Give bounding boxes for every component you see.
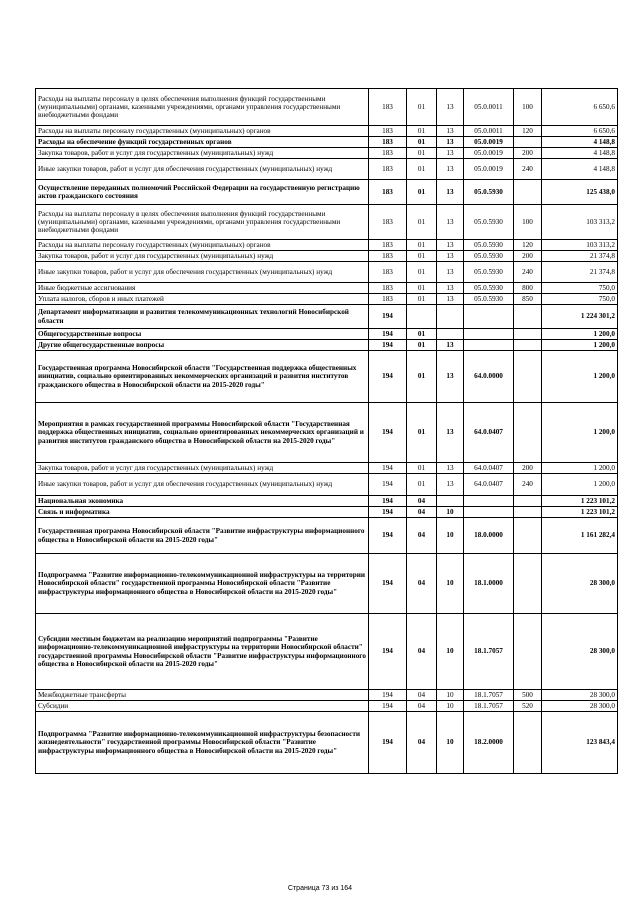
cell-name: Закупка товаров, работ и услуг для государственных (муниципальных) нужд xyxy=(36,148,369,159)
cell-subsection: 10 xyxy=(437,507,464,518)
table-row xyxy=(36,712,618,774)
cell-section: 01 xyxy=(407,294,437,305)
cell-ministry-code: 194 xyxy=(369,507,407,518)
table-row xyxy=(36,701,618,712)
cell-target-article: 05.0.5930 xyxy=(464,294,514,305)
cell-target-article: 64.0.0407 xyxy=(464,463,514,474)
cell-expense-type xyxy=(514,351,542,403)
table-row xyxy=(36,690,618,701)
table-row xyxy=(36,554,618,614)
cell-name: Закупка товаров, работ и услуг для государственных (муниципальных) нужд xyxy=(36,251,369,262)
cell-amount: 1 161 282,4 xyxy=(542,518,618,554)
cell-target-article: 05.0.0011 xyxy=(464,89,514,126)
cell-name: Расходы на выплаты персоналу в целях обеспечения выполнения функций государственными (муниципальными) органами, казенными учреждениями, органами управления государственными внебюджетными фондами xyxy=(36,89,369,126)
cell-amount: 1 223 101,2 xyxy=(542,507,618,518)
cell-amount: 1 200,0 xyxy=(542,463,618,474)
cell-expense-type: 850 xyxy=(514,294,542,305)
cell-amount: 1 200,0 xyxy=(542,403,618,463)
cell-name: Иные закупки товаров, работ и услуг для обеспечения государственных (муниципальных) нужд xyxy=(36,262,369,283)
cell-expense-type: 200 xyxy=(514,251,542,262)
cell-expense-type xyxy=(514,712,542,774)
cell-ministry-code: 194 xyxy=(369,463,407,474)
cell-section: 01 xyxy=(407,262,437,283)
cell-amount: 6 650,6 xyxy=(542,126,618,137)
page-number: Страница 73 из 164 xyxy=(287,885,353,892)
cell-target-article: 18.1.0000 xyxy=(464,554,514,614)
cell-name: Иные закупки товаров, работ и услуг для обеспечения государственных (муниципальных) нужд xyxy=(36,474,369,496)
cell-ministry-code: 194 xyxy=(369,305,407,329)
cell-subsection: 13 xyxy=(437,403,464,463)
cell-expense-type xyxy=(514,496,542,507)
cell-section: 01 xyxy=(407,180,437,205)
cell-subsection: 13 xyxy=(437,351,464,403)
cell-amount: 1 200,0 xyxy=(542,474,618,496)
table-row xyxy=(36,403,618,463)
cell-target-article xyxy=(464,507,514,518)
cell-ministry-code: 194 xyxy=(369,340,407,351)
table-row xyxy=(36,148,618,159)
cell-expense-type: 100 xyxy=(514,205,542,240)
cell-expense-type xyxy=(514,554,542,614)
cell-name: Государственная программа Новосибирской области "Развитие инфраструктуры информационного общества в Новосибирской области на 2015-2020 годы" xyxy=(36,518,369,554)
cell-amount: 21 374,8 xyxy=(542,251,618,262)
cell-target-article xyxy=(464,305,514,329)
cell-ministry-code: 194 xyxy=(369,701,407,712)
cell-section: 01 xyxy=(407,474,437,496)
cell-ministry-code: 183 xyxy=(369,159,407,180)
cell-subsection: 10 xyxy=(437,712,464,774)
cell-subsection: 13 xyxy=(437,283,464,294)
table-row xyxy=(36,507,618,518)
cell-target-article: 05.0.5930 xyxy=(464,262,514,283)
cell-subsection: 13 xyxy=(437,262,464,283)
cell-section: 01 xyxy=(407,89,437,126)
cell-ministry-code: 183 xyxy=(369,283,407,294)
cell-ministry-code: 183 xyxy=(369,89,407,126)
cell-ministry-code: 183 xyxy=(369,180,407,205)
cell-ministry-code: 183 xyxy=(369,137,407,148)
cell-subsection xyxy=(437,496,464,507)
cell-subsection: 13 xyxy=(437,148,464,159)
cell-section: 04 xyxy=(407,554,437,614)
cell-target-article: 05.0.0019 xyxy=(464,159,514,180)
table-row xyxy=(36,340,618,351)
cell-ministry-code: 183 xyxy=(369,294,407,305)
cell-name: Осуществление переданных полномочий Российской Федерации на государственную регистрацию актов гражданского состояния xyxy=(36,180,369,205)
cell-section: 04 xyxy=(407,496,437,507)
cell-ministry-code: 183 xyxy=(369,148,407,159)
cell-name: Подпрограмма "Развитие информационно-телекоммуникационной инфраструктуры на территории Новосибирской области" государственной программы Новосибирской области "Развитие инфраструктуры информационного общества в Новосибирской области на 2015-2020 годы" xyxy=(36,554,369,614)
cell-ministry-code: 194 xyxy=(369,403,407,463)
cell-section: 01 xyxy=(407,340,437,351)
cell-section: 01 xyxy=(407,205,437,240)
cell-amount: 1 224 301,2 xyxy=(542,305,618,329)
table-row xyxy=(36,496,618,507)
cell-amount: 4 148,8 xyxy=(542,148,618,159)
cell-name: Национальная экономика xyxy=(36,496,369,507)
cell-name: Иные закупки товаров, работ и услуг для обеспечения государственных (муниципальных) нужд xyxy=(36,159,369,180)
cell-expense-type: 200 xyxy=(514,463,542,474)
table-row xyxy=(36,240,618,251)
table-row xyxy=(36,614,618,690)
cell-ministry-code: 194 xyxy=(369,329,407,340)
cell-amount: 750,0 xyxy=(542,294,618,305)
cell-section: 01 xyxy=(407,137,437,148)
cell-subsection xyxy=(437,329,464,340)
cell-section: 04 xyxy=(407,507,437,518)
cell-subsection: 10 xyxy=(437,701,464,712)
cell-expense-type xyxy=(514,518,542,554)
cell-name: Общегосударственные вопросы xyxy=(36,329,369,340)
cell-target-article: 18.1.7057 xyxy=(464,690,514,701)
cell-amount: 103 313,2 xyxy=(542,240,618,251)
cell-expense-type xyxy=(514,507,542,518)
cell-amount: 1 200,0 xyxy=(542,351,618,403)
cell-target-article: 05.0.5930 xyxy=(464,180,514,205)
cell-amount: 1 200,0 xyxy=(542,329,618,340)
cell-subsection: 13 xyxy=(437,294,464,305)
cell-name: Департамент информатизации и развития телекоммуникационных технологий Новосибирской области xyxy=(36,305,369,329)
cell-amount: 4 148,8 xyxy=(542,159,618,180)
cell-expense-type xyxy=(514,305,542,329)
cell-subsection: 13 xyxy=(437,474,464,496)
cell-amount: 6 650,6 xyxy=(542,89,618,126)
cell-expense-type: 200 xyxy=(514,148,542,159)
cell-subsection: 10 xyxy=(437,554,464,614)
cell-subsection: 13 xyxy=(437,463,464,474)
cell-expense-type: 120 xyxy=(514,126,542,137)
cell-ministry-code: 194 xyxy=(369,712,407,774)
table-row xyxy=(36,351,618,403)
cell-section: 01 xyxy=(407,283,437,294)
cell-amount: 21 374,8 xyxy=(542,262,618,283)
cell-amount: 1 223 101,2 xyxy=(542,496,618,507)
cell-amount: 28 300,0 xyxy=(542,701,618,712)
cell-expense-type: 520 xyxy=(514,701,542,712)
table-row xyxy=(36,305,618,329)
cell-section: 04 xyxy=(407,701,437,712)
cell-section: 04 xyxy=(407,518,437,554)
cell-name: Подпрограмма "Развитие информационно-телекоммуникационной инфраструктуры безопасности жизнедеятельности" государственной программы Новосибирской области "Развитие инфраструктуры информационного общества в Новосибирской области на 2015-2020 годы" xyxy=(36,712,369,774)
cell-ministry-code: 183 xyxy=(369,205,407,240)
table-row xyxy=(36,205,618,240)
cell-section: 01 xyxy=(407,329,437,340)
cell-ministry-code: 183 xyxy=(369,262,407,283)
cell-target-article: 05.0.0011 xyxy=(464,126,514,137)
cell-expense-type: 240 xyxy=(514,474,542,496)
table-row xyxy=(36,159,618,180)
cell-name: Расходы на обеспечение функций государственных органов xyxy=(36,137,369,148)
cell-section: 01 xyxy=(407,351,437,403)
cell-target-article: 05.0.5930 xyxy=(464,251,514,262)
cell-section: 01 xyxy=(407,251,437,262)
cell-subsection xyxy=(437,305,464,329)
cell-section: 04 xyxy=(407,690,437,701)
cell-name: Связь и информатика xyxy=(36,507,369,518)
cell-expense-type xyxy=(514,137,542,148)
cell-amount: 28 300,0 xyxy=(542,690,618,701)
cell-name: Иные бюджетные ассигнования xyxy=(36,283,369,294)
cell-target-article: 05.0.5930 xyxy=(464,240,514,251)
cell-expense-type: 100 xyxy=(514,89,542,126)
table-row xyxy=(36,329,618,340)
budget-table xyxy=(35,88,618,774)
cell-target-article: 64.0.0407 xyxy=(464,474,514,496)
cell-ministry-code: 183 xyxy=(369,240,407,251)
cell-target-article xyxy=(464,496,514,507)
cell-ministry-code: 194 xyxy=(369,614,407,690)
table-row xyxy=(36,126,618,137)
cell-subsection: 13 xyxy=(437,340,464,351)
table-row xyxy=(36,262,618,283)
cell-subsection: 10 xyxy=(437,614,464,690)
cell-amount: 125 438,0 xyxy=(542,180,618,205)
table-row xyxy=(36,251,618,262)
cell-section: 04 xyxy=(407,614,437,690)
cell-amount: 123 843,4 xyxy=(542,712,618,774)
cell-expense-type xyxy=(514,329,542,340)
cell-target-article: 05.0.0019 xyxy=(464,148,514,159)
cell-expense-type: 120 xyxy=(514,240,542,251)
table-row xyxy=(36,294,618,305)
cell-target-article: 05.0.0019 xyxy=(464,137,514,148)
cell-section: 01 xyxy=(407,148,437,159)
cell-amount: 103 313,2 xyxy=(542,205,618,240)
cell-target-article: 18.1.7057 xyxy=(464,701,514,712)
cell-ministry-code: 194 xyxy=(369,474,407,496)
table-row xyxy=(36,137,618,148)
table-row xyxy=(36,89,618,126)
cell-subsection: 13 xyxy=(437,180,464,205)
cell-target-article: 05.0.5930 xyxy=(464,205,514,240)
cell-amount: 28 300,0 xyxy=(542,554,618,614)
cell-target-article: 18.2.0000 xyxy=(464,712,514,774)
cell-target-article xyxy=(464,340,514,351)
cell-ministry-code: 194 xyxy=(369,351,407,403)
table-row xyxy=(36,283,618,294)
cell-target-article: 64.0.0000 xyxy=(464,351,514,403)
cell-expense-type xyxy=(514,340,542,351)
cell-expense-type: 800 xyxy=(514,283,542,294)
cell-subsection: 13 xyxy=(437,251,464,262)
cell-expense-type xyxy=(514,403,542,463)
cell-amount: 750,0 xyxy=(542,283,618,294)
cell-amount: 4 148,8 xyxy=(542,137,618,148)
cell-section: 01 xyxy=(407,159,437,180)
cell-subsection: 13 xyxy=(437,240,464,251)
cell-name: Расходы на выплаты персоналу государственных (муниципальных) органов xyxy=(36,240,369,251)
cell-ministry-code: 183 xyxy=(369,126,407,137)
table-row xyxy=(36,463,618,474)
cell-ministry-code: 194 xyxy=(369,690,407,701)
cell-name: Закупка товаров, работ и услуг для государственных (муниципальных) нужд xyxy=(36,463,369,474)
cell-subsection: 13 xyxy=(437,89,464,126)
cell-ministry-code: 194 xyxy=(369,496,407,507)
cell-expense-type: 240 xyxy=(514,262,542,283)
cell-section: 01 xyxy=(407,403,437,463)
cell-expense-type xyxy=(514,180,542,205)
cell-name: Государственная программа Новосибирской области "Государственная поддержка общественных инициатив, социально ориентированных некоммерческих организаций и развития институтов гражданского общества в Новосибирской области на 2015-2020 годы" xyxy=(36,351,369,403)
cell-target-article: 64.0.0407 xyxy=(464,403,514,463)
cell-target-article xyxy=(464,329,514,340)
cell-expense-type: 500 xyxy=(514,690,542,701)
cell-name: Другие общегосударственные вопросы xyxy=(36,340,369,351)
cell-name: Субсидии местным бюджетам на реализацию мероприятий подпрограммы "Развитие информационно-телекоммуникационной инфраструктуры на территории Новосибирской области" государственной программы Новосибирской области "Развитие инфраструктуры информационного общества в Новосибирской области на 2015-2020 годы" xyxy=(36,614,369,690)
cell-section xyxy=(407,305,437,329)
table-row xyxy=(36,180,618,205)
cell-amount: 1 200,0 xyxy=(542,340,618,351)
cell-name: Мероприятия в рамках государственной программы Новосибирской области "Государственная поддержка общественных инициатив, социально ориентированных некоммерческих организаций и развития институтов гражданского общества в Новосибирской области на 2015-2020 годы" xyxy=(36,403,369,463)
cell-subsection: 13 xyxy=(437,126,464,137)
cell-expense-type xyxy=(514,614,542,690)
cell-ministry-code: 194 xyxy=(369,518,407,554)
cell-name: Межбюджетные трансферты xyxy=(36,690,369,701)
table-row xyxy=(36,474,618,496)
cell-subsection: 10 xyxy=(437,690,464,701)
cell-section: 01 xyxy=(407,126,437,137)
cell-section: 01 xyxy=(407,463,437,474)
cell-subsection: 13 xyxy=(437,137,464,148)
cell-name: Субсидии xyxy=(36,701,369,712)
cell-section: 04 xyxy=(407,712,437,774)
cell-target-article: 18.1.7057 xyxy=(464,614,514,690)
cell-subsection: 10 xyxy=(437,518,464,554)
table-row xyxy=(36,518,618,554)
cell-name: Расходы на выплаты персоналу в целях обеспечения выполнения функций государственными (муниципальными) органами, казенными учреждениями, органами управления государственными внебюджетными фондами xyxy=(36,205,369,240)
cell-section: 01 xyxy=(407,240,437,251)
cell-target-article: 05.0.5930 xyxy=(464,283,514,294)
cell-subsection: 13 xyxy=(437,205,464,240)
cell-ministry-code: 194 xyxy=(369,554,407,614)
cell-name: Расходы на выплаты персоналу государственных (муниципальных) органов xyxy=(36,126,369,137)
table-body xyxy=(36,89,618,774)
cell-name: Уплата налогов, сборов и иных платежей xyxy=(36,294,369,305)
cell-amount: 28 300,0 xyxy=(542,614,618,690)
cell-target-article: 18.0.0000 xyxy=(464,518,514,554)
cell-subsection: 13 xyxy=(437,159,464,180)
cell-expense-type: 240 xyxy=(514,159,542,180)
cell-ministry-code: 183 xyxy=(369,251,407,262)
